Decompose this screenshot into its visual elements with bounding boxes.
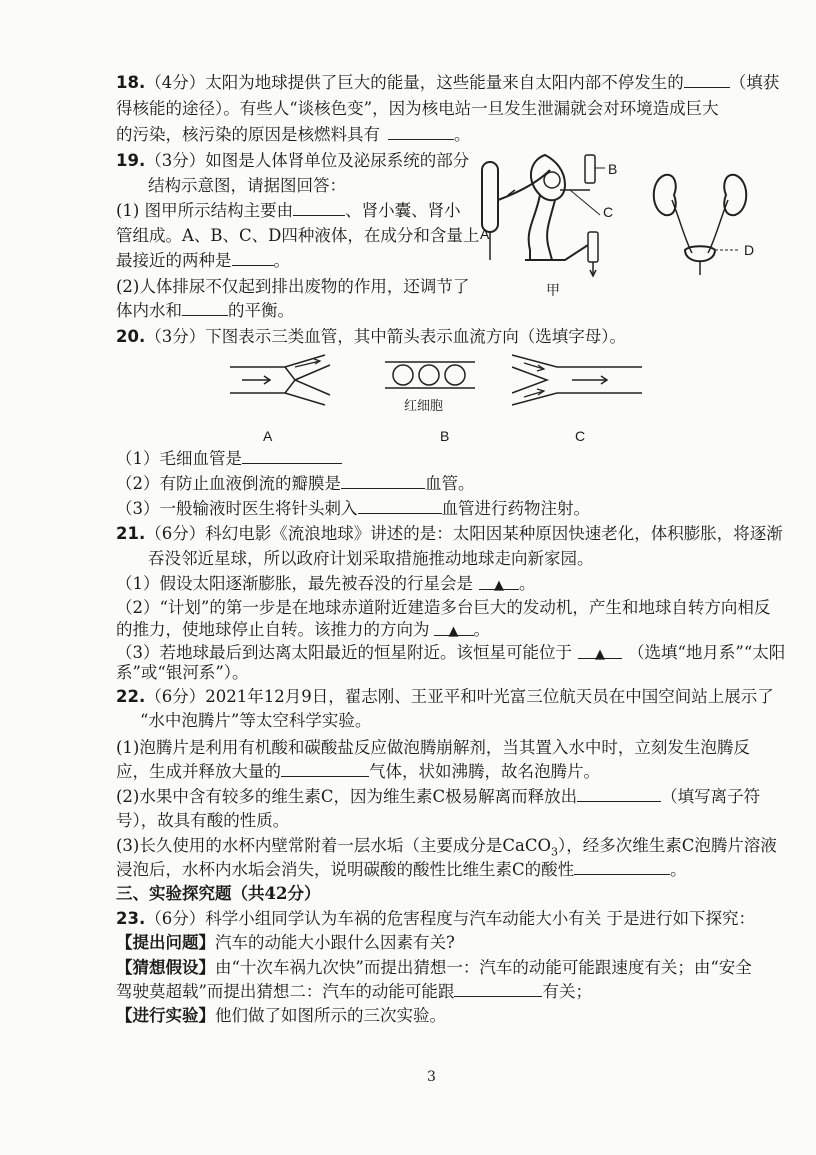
tube-b [585,155,595,183]
vessel-label-b: B [440,428,450,444]
q21-sub3c: 系”或“银河系”）。 [116,663,249,682]
label-d: D [744,242,755,258]
vessel-b-diagram [385,360,475,390]
nephron-diagram [470,150,620,300]
q22-sub3c: 浸泡后，水杯内水垢会消失，说明碳酸的酸性比维生素C的酸性 。 [116,860,687,879]
vessel-a-tube [482,162,498,232]
q18-number: 18. [116,73,146,92]
q22-line1: 22.（6分）2021年12月9日，翟志刚、王亚平和叶光富三位航天员在中国空间站上展示了 [116,687,774,706]
q22-blank-2[interactable] [577,787,661,802]
q19-line1: 19.（3分）如图是人体肾单位及泌尿系统的部分 [116,151,470,170]
q19-line3: (1) 图甲所示结构主要由 、肾小囊、肾小 [116,201,461,220]
q19-line6: (2)人体排尿不仅起到排出废物的作用，还调节了 [116,277,470,296]
left-kidney [654,175,676,215]
q21-sub3a: （3）若地球最后到达离太阳最近的恒星附近。该恒星可能位于 ▲ （选填“地月系”“太阳 [116,643,786,662]
q21-sub1: （1）假设太阳逐渐膨胀，最先被吞没的行星会是 ▲ 。 [116,574,536,593]
q22-sub3a: (3)长久使用的水杯内壁常附着一层水垢（主要成分是CaCO$_3$），经多次维生素C泡腾片溶液 [116,836,777,859]
rbc-label: 红细胞 [404,398,444,413]
vessel-c-diagram [512,355,642,405]
q21-number: 21. [116,524,146,543]
q19-blank-2[interactable] [232,251,274,266]
vessel-a-diagram [230,355,380,405]
red-blood-cell [445,365,465,385]
q20-line1: 20.（3分）下图表示三类血管，其中箭头表示血流方向（选填字母）。 [116,327,626,346]
vessel-label-a: A [263,428,273,444]
q20-number: 20. [116,327,146,346]
q23-p2b: 驾驶莫超载”而提出猜想二：汽车的动能可能跟 有关； [116,982,592,1001]
q21-blank-3[interactable]: ▲ [578,644,622,659]
vessel-label-c: C [575,428,586,444]
q22-sub1b: 应，生成并释放大量的 气体，状如沸腾，故名泡腾片。 [116,762,600,781]
q18-line3: 的污染，核污染的原因是核燃料具有 。 [116,125,471,144]
q23-p2a: 【猜想假设】由“十次车祸九次快”而提出猜想一：汽车的动能可能跟速度有关；由“安全 [116,958,752,977]
q18-blank-1[interactable] [684,73,730,88]
q22-number: 22. [116,687,146,706]
q20-blank-1[interactable] [242,449,342,464]
urinary-system-diagram [650,165,750,280]
q19-line4: 管组成。A、B、C、D四种液体，在成分和含量上 [116,226,480,245]
q19-line2: 结构示意图，请据图回答： [148,176,346,195]
q21-line2: 吞没邻近星球，所以政府计划采取措施推动地球走向新家园。 [148,549,594,568]
q22-sub1a: (1)泡腾片是利用有机酸和碳酸盐反应做泡腾崩解剂，当其置入水中时，立刻发生泡腾反 [116,738,750,757]
q21-blank-1[interactable]: ▲ [479,575,519,590]
bladder [685,246,715,261]
q20-sub2: （2）有防止血液倒流的瓣膜是 血管。 [116,474,475,493]
q22-line2: “水中泡腾片”等太空科学实验。 [140,711,372,730]
q21-blank-2[interactable]: ▲ [434,621,474,636]
q19-blank-1[interactable] [293,201,345,216]
q18-line2: 得核能的途径）。有些人“谈核色变”，因为核电站一旦发生泄漏就会对环境造成巨大 [116,99,719,118]
red-blood-cell [419,365,439,385]
caption-jia: 甲 [546,282,560,298]
q20-sub1: （1）毛细血管是 [116,448,342,470]
q18-line1: 18.（4分）太阳为地球提供了巨大的能量，这些能量来自太阳内部不停发生的 （填获 [116,73,780,92]
label-c: C [603,204,614,220]
red-blood-cell [393,365,413,385]
label-a: A [480,226,490,242]
q23-line1: 23.（6分）科学小组同学认为车祸的危害程度与汽车动能大小有关 于是进行如下探究： [116,909,755,928]
q19-blank-3[interactable] [182,301,228,316]
q23-number: 23. [116,909,146,928]
q22-sub2c: 号），故具有酸的性质。 [116,811,290,830]
page-number: 3 [427,1069,436,1085]
q18-blank-2[interactable] [388,125,454,140]
q19-line5: 最接近的两种是 。 [116,251,290,270]
q19-number: 19. [116,151,146,170]
q20-blank-3[interactable] [358,499,442,514]
q22-blank-1[interactable] [281,762,369,777]
label-b: B [608,161,618,177]
q23-blank-1[interactable] [454,982,542,997]
right-kidney [724,175,746,215]
q22-blank-3[interactable] [574,860,670,875]
q20-blank-2[interactable] [341,474,425,489]
q21-sub2b: 的推力，使地球停止自转。该推力的方向为 ▲ 。 [116,620,490,639]
q19-line7: 体内水和 的平衡。 [116,301,294,320]
q20-sub3: （3）一般输液时医生将针头刺入 血管进行药物注射。 [116,499,590,518]
q21-sub2a: （2）“计划”的第一步是在地球赤道附近建造多台巨大的发动机，产生和地球自转方向相反 [116,598,771,617]
q23-p1: 【提出问题】汽车的动能大小跟什么因素有关? [116,933,455,952]
q23-p3: 【进行实验】他们做了如图所示的三次实验。 [116,1006,446,1025]
section-heading: 三、实验探究题（共42分） [116,884,321,903]
q21-line1: 21.（6分）科幻电影《流浪地球》讲述的是：太阳因某种原因快速老化，体积膨胀，将逐渐 [116,524,783,543]
q22-sub2a: (2)水果中含有较多的维生素C，因为维生素C极易解离而释放出 （填写离子符 [116,787,761,806]
